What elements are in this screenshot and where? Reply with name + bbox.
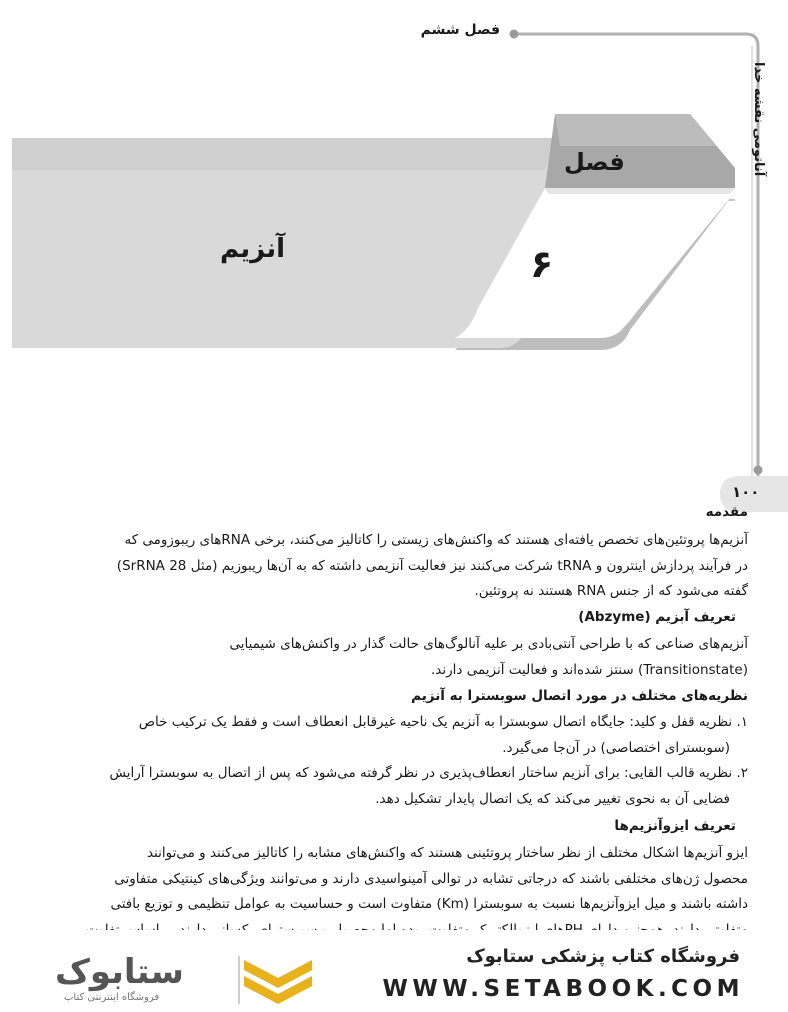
text-line: گفته می‌شود که از جنس RNA هستند نه پروتئین. <box>474 583 748 599</box>
store-logo-icon <box>238 952 318 1008</box>
book-side-title: آناتومی نقشه خدا <box>751 61 766 176</box>
text-line: آنزیم‌ها پروتئین‌های تخصص یافته‌ای هستند که واکنش‌های زیستی را کاتالیز می‌کنند، برخی RNAهای ریبوزومی که <box>124 532 748 548</box>
intro-heading: مقدمه <box>705 504 748 520</box>
text-line: آنزیم‌های صناعی که با طراحی آنتی‌بادی بر علیه آنالوگ‌های حالت گذار در واکنش‌های شیمیایی <box>229 636 748 652</box>
intro-paragraph <box>40 528 748 605</box>
text-line: (Transitionstate) سنتز شده‌اند و فعالیت آنزیمی دارند. <box>431 661 748 678</box>
text-line: (سوبسترای اختصاصی) در آن‌جا می‌گیرد. <box>502 739 730 756</box>
abzyme-paragraph <box>40 632 748 683</box>
text-line: داشته باشند و میل ایزوآنزیم‌ها نسبت به سوبسترا (Km) متفاوت است و حساسیت به عوامل تنظیمی و توزیع بافتی <box>110 896 748 912</box>
store-url[interactable]: WWW.SETABOOK.COM <box>382 976 744 1002</box>
store-logo-text: ستابوک <box>55 952 184 992</box>
chapter-banner <box>0 80 788 370</box>
text-line: ۲. نظریه قالب القایی: برای آنزیم ساختار انعطاف‌پذیری در نظر گرفته می‌شود که پس از اتصال به سوبسترا آرایش <box>109 765 748 781</box>
theory-heading: نظریه‌های مختلف در مورد اتصال سوبسترا به آنزیم <box>411 688 748 704</box>
page-number: ۱۰۰ <box>732 483 760 501</box>
isozyme-heading: تعریف ایزوآنزیم‌ها <box>614 818 736 834</box>
text-line: محصول ژن‌های مختلفی باشند که درجاتی تشابه در توالی آمینواسیدی دارند و می‌توانند ویژگی‌های کینتیکی متفاوتی <box>114 870 748 887</box>
store-name: فروشگاه کتاب پزشکی ستابوک <box>466 946 740 967</box>
banner-chapter-word: فصل <box>564 148 625 176</box>
theory2-paragraph <box>40 761 748 812</box>
text-line: فضایی آن به نحوی تغییر می‌کند که یک اتصال پایدار تشکیل دهد. <box>375 790 730 807</box>
text-line: ایزو آنزیم‌ها اشکال مختلف از نظر ساختار پروتئینی هستند که واکنش‌های مشابه را کاتالیز می‌کنند و می‌توانند <box>146 845 748 861</box>
theory1-paragraph <box>40 710 748 761</box>
text-line: در فرآیند پردازش اینترون و tRNA شرکت می‌کنند نیز فعالیت آنزیمی داشته که به آن‌ها ریبوزیم (مثل 28 SrRNA) <box>116 557 748 574</box>
banner-chapter-number: ۶ <box>530 242 554 286</box>
chapter-title: آنزیم <box>220 234 285 264</box>
abzyme-heading: تعریف آبزیم (Abzyme) <box>578 609 736 625</box>
store-logo-subtext: فروشگاه اینترنتی کتاب <box>64 992 160 1003</box>
text-line: ۱. نظریه قفل و کلید: جایگاه اتصال سوبسترا به آنزیم یک ناحیه غیرقابل انعطاف است و فقط یک ترکیب خاص <box>138 714 748 730</box>
chapter-label: فصل ششم <box>420 22 500 38</box>
